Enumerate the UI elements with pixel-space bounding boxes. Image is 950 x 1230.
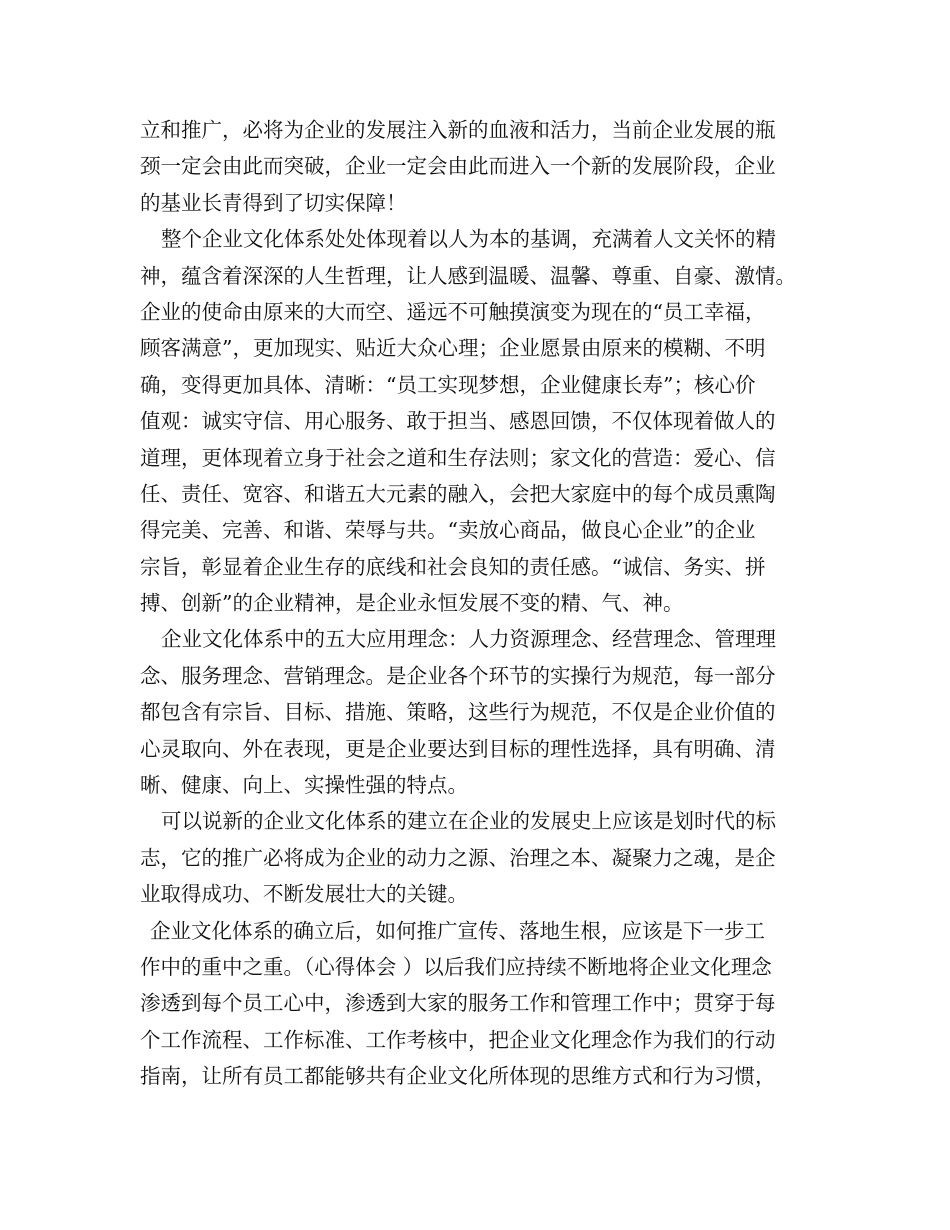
text-line: 心灵取向、外在表现，更是企业要达到目标的理性选择，具有明确、清 [140, 736, 776, 761]
text-line: 都包含有宗旨、目标、措施、策略，这些行为规范，不仅是企业价值的 [140, 700, 776, 725]
text-line: 顾客满意”，更加现实、贴近大众心理；企业愿景由原来的模糊、不明 [140, 336, 766, 361]
text-line: 值观：诚实守信、用心服务、敢于担当、感恩回馈，不仅体现着做人的 [140, 409, 776, 434]
text-line: 志，它的推广必将成为企业的动力之源、治理之本、凝聚力之魂，是企 [140, 845, 776, 870]
text-line: 的基业长青得到了切实保障！ [140, 190, 407, 215]
text-line: 得完美、完善、和谐、荣辱与共。“卖放心商品，做良心企业”的企业 [140, 518, 756, 543]
text-line: 晰、健康、向上、实操性强的特点。 [140, 773, 468, 798]
paragraph-start-line: 整个企业文化体系处处体现着以人为本的基调，充满着人文关怀的精 [161, 227, 776, 252]
paragraph-start-line: 企业文化体系的确立后，如何推广宣传、落地生根，应该是下一步工 [150, 918, 765, 943]
text-line: 道理，更体现着立身于社会之道和生存法则；家文化的营造：爱心、信 [140, 445, 776, 470]
text-line: 宗旨，彰显着企业生存的底线和社会良知的责任感。“诚信、务实、拼 [140, 554, 766, 579]
text-line: 指南，让所有员工都能够共有企业文化所体现的思维方式和行为习惯， [140, 1064, 776, 1089]
text-line: 念、服务理念、营销理念。是企业各个环节的实操行为规范，每一部分 [140, 663, 776, 688]
paragraph-start-line: 可以说新的企业文化体系的建立在企业的发展史上应该是划时代的标 [161, 809, 776, 834]
text-line: 作中的重中之重。（心得体会 ）以后我们应持续不断地将企业文化理念 [140, 954, 772, 979]
text-line: 任、责任、宽容、和谐五大元素的融入，会把大家庭中的每个成员熏陶 [140, 481, 776, 506]
text-line: 颈一定会由此而突破，企业一定会由此而进入一个新的发展阶段，企业 [140, 154, 776, 179]
document-body [140, 112, 820, 1095]
text-line: 立和推广，必将为企业的发展注入新的血液和活力，当前企业发展的瓶 [140, 118, 776, 142]
text-line: 个工作流程、工作标准、工作考核中，把企业文化理念作为我们的行动 [140, 1027, 776, 1052]
text-line: 搏、创新”的企业精神，是企业永恒发展不变的精、气、神。 [140, 591, 684, 616]
text-line: 神，蕴含着深深的人生哲理，让人感到温暖、温馨、尊重、自豪、激情。 [140, 263, 796, 288]
text-line: 渗透到每个员工心中，渗透到大家的服务工作和管理工作中；贯穿于每 [140, 991, 776, 1016]
text-line: 业取得成功、不断发展壮大的关键。 [140, 882, 468, 907]
paragraph-start-line: 企业文化体系中的五大应用理念：人力资源理念、经营理念、管理理 [161, 627, 776, 652]
text-line: 企业的使命由原来的大而空、遥远不可触摸演变为现在的“员工幸福， [140, 299, 766, 324]
text-line: 确，变得更加具体、清晰：“员工实现梦想，企业健康长寿”；核心价 [140, 372, 756, 397]
